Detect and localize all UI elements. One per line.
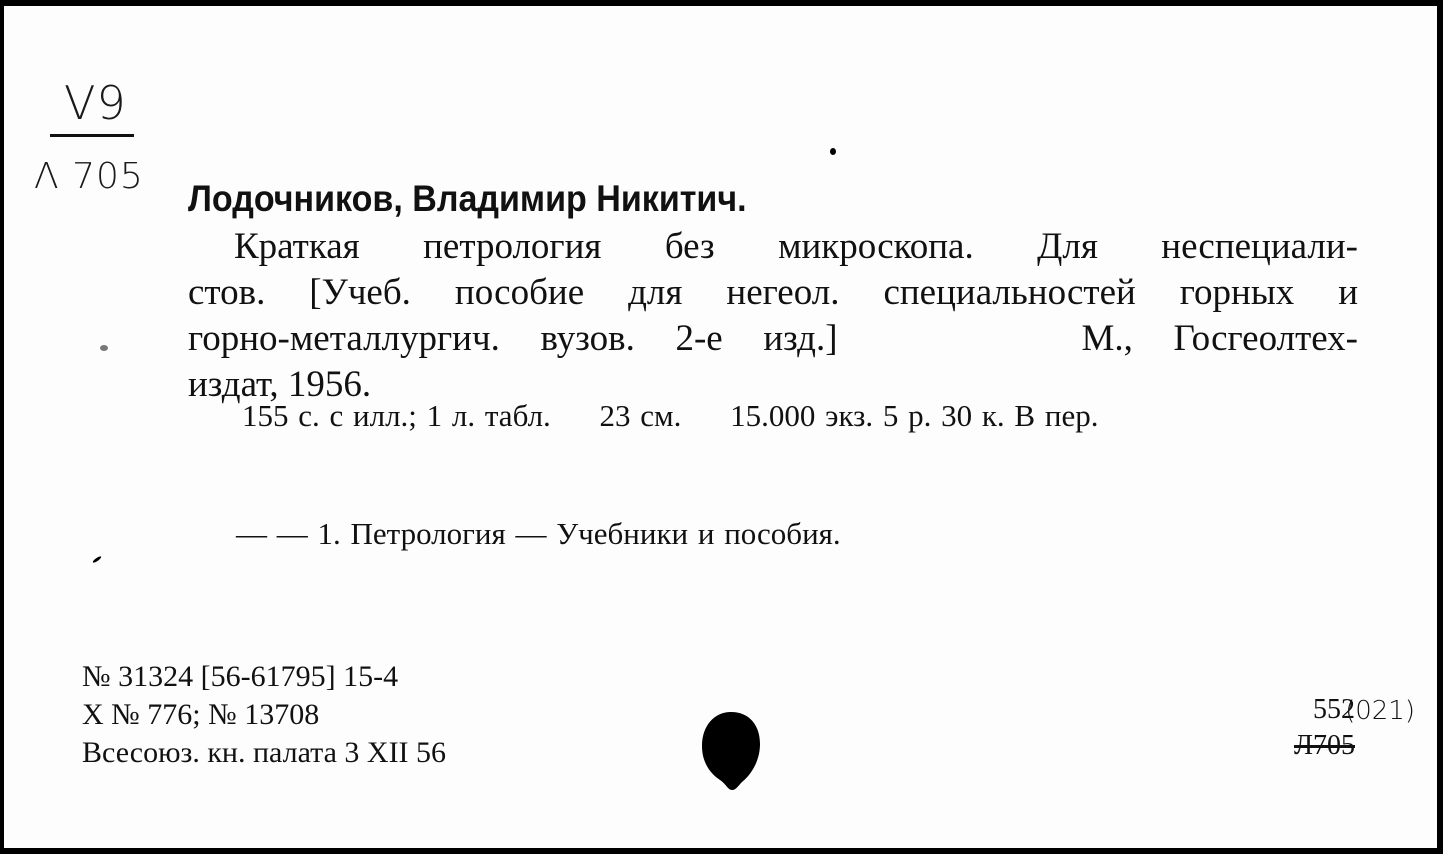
description-line: издат, 1956.: [188, 364, 372, 405]
description-line: горно-металлургич. вузов. 2-е изд.] М., Госгеолтех-: [188, 318, 1358, 359]
call-number-top: V9: [64, 76, 127, 130]
footer-line: Всесоюз. кн. палата 3 XII 56: [82, 736, 447, 769]
author-heading: Лодочников, Владимир Никитич.: [188, 178, 747, 219]
ink-speck: [830, 148, 836, 155]
description-line: стов. [Учеб. пособие для негеол. специальностей горных и: [188, 272, 1358, 313]
call-number-bottom: Λ 705: [34, 156, 144, 197]
title-description: [188, 224, 1358, 408]
footer-line: Х № 776; № 13708: [82, 698, 320, 731]
call-number-divider: [50, 134, 134, 137]
card-footer: [82, 658, 446, 772]
collation-line: 155 с. с илл.; 1 л. табл. 23 см. 15.000 экз. 5 р. 30 к. В пер.: [242, 398, 1099, 433]
shelf-mark-top: 552: [1313, 694, 1355, 725]
ink-speck: [92, 555, 102, 563]
shelf-mark-bottom: Л705: [1294, 730, 1355, 761]
ink-blot: [698, 708, 764, 792]
ink-speck: [100, 345, 108, 351]
shelf-mark-handwritten: (021): [1345, 696, 1415, 726]
footer-line: № 31324 [56-61795] 15-4: [82, 660, 399, 693]
subject-heading: — — 1. Петрология — Учебники и пособия.: [236, 516, 841, 551]
description-line: Краткая петрология без микроскопа. Для неспециали-: [234, 226, 1358, 267]
